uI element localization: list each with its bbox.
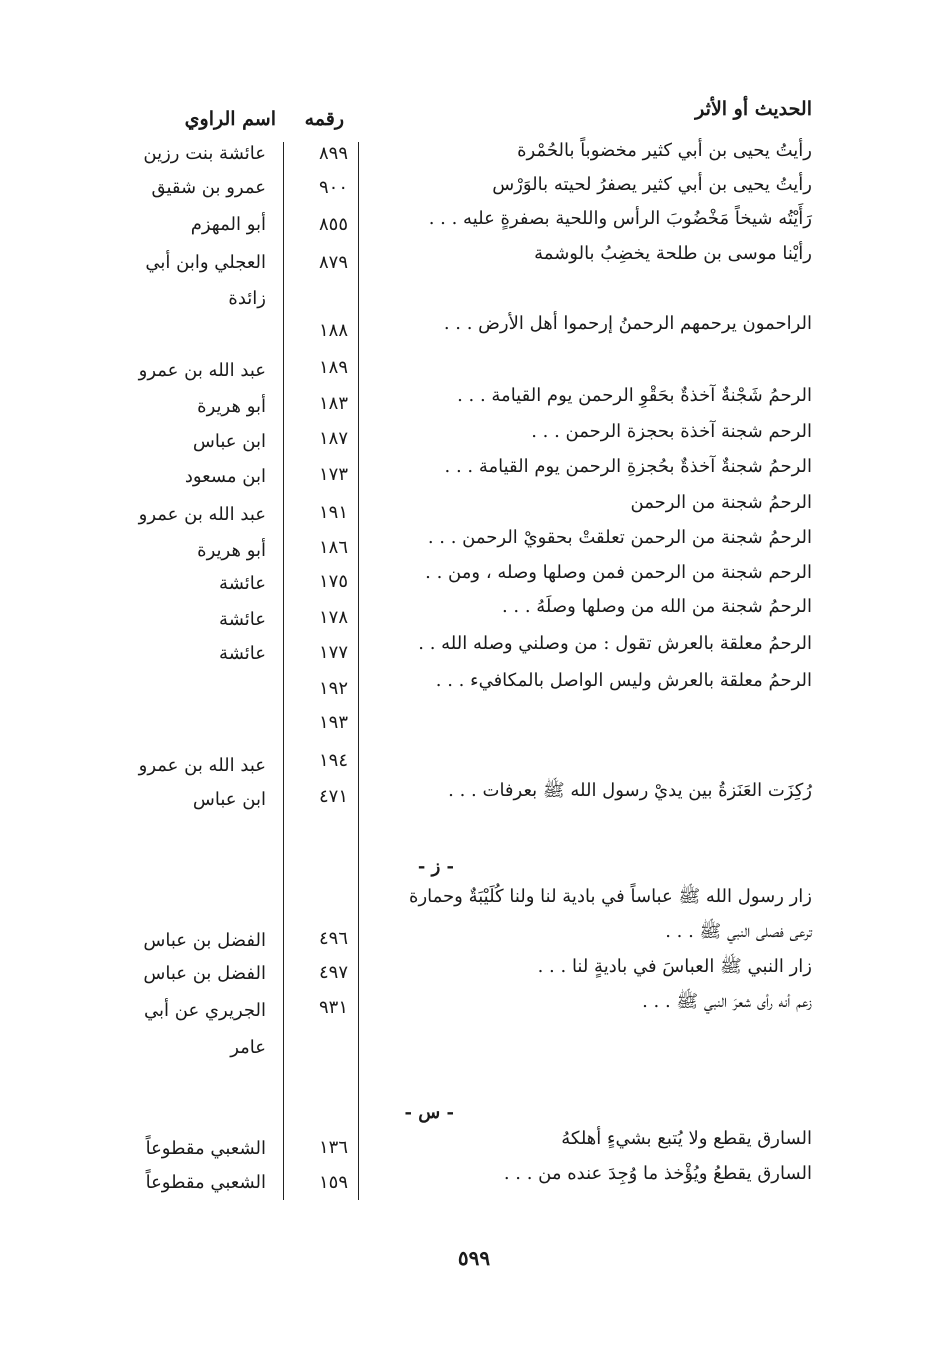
header-number: رقمه (304, 108, 344, 130)
hadith-number: ٨٧٩ (318, 252, 348, 273)
narrator-name: الجريري عن أبي (144, 1000, 266, 1021)
narrator-name: عائشة (219, 573, 266, 594)
hadith-number: ٤٧١ (318, 786, 348, 807)
hadith-text: الرحم شجنة آخذة بحجزة الرحمن . . . (531, 421, 812, 442)
hadith-number: ٩٠٠ (318, 177, 348, 198)
hadith-text: الرحمُ شجنة من الرحمن (630, 492, 812, 513)
column-divider-right (358, 142, 359, 1200)
narrator-name: عبد الله بن عمرو (138, 360, 266, 381)
hadith-text: الرحمُ معلقة بالعرش وليس الواصل بالمكافيء . . . (435, 670, 812, 691)
hadith-number: ١٥٩ (318, 1172, 348, 1193)
hadith-number: ٤٩٦ (318, 928, 348, 949)
narrator-name: عبد الله بن عمرو (138, 504, 266, 525)
hadith-text: السارق يقطع ولا يُتبع بشيءٍ أهلكهُ (561, 1128, 812, 1149)
hadith-number: ١٨٦ (318, 537, 348, 558)
hadith-number: ١٧٥ (318, 571, 348, 592)
hadith-number: ١٨٧ (318, 428, 348, 449)
hadith-text: السارق يقطعُ ويُؤْخذ ما وُجِدَ عنده من . . . (503, 1163, 812, 1184)
narrator-name: ابن مسعود (184, 466, 266, 487)
hadith-number: ٨٥٥ (318, 214, 348, 235)
hadith-number: ١٨٣ (318, 393, 348, 414)
narrator-name: العجلي وابن أبي (145, 252, 266, 273)
hadith-text: الرحمُ معلقة بالعرش تقول : من وصلني وصله الله . . (418, 633, 812, 654)
hadith-text: رأيْنا موسى بن طلحة يخضِبُ بالوشمة (534, 243, 812, 264)
narrator-name: عائشة (219, 609, 266, 630)
narrator-name: عمرو بن شقيق (151, 177, 266, 198)
narrator-name: الشعبي مقطوعاً (145, 1138, 266, 1159)
narrator-name: أبو هريرة (197, 396, 266, 417)
hadith-text: الرحمُ شَجْنةٌ آخذةٌ بحَقْوِ الرحمن يوم القيامة . . . (457, 385, 812, 406)
hadith-text: ترعى فصلى النبي ﷺ . . . (665, 921, 812, 942)
hadith-number: ١٧٧ (318, 642, 348, 663)
section-heading-sin: - س - (404, 1102, 454, 1123)
narrator-name: الفضل بن عباس (143, 930, 266, 951)
narrator-name: أبو هريرة (197, 540, 266, 561)
hadith-number: ١٧٨ (318, 607, 348, 628)
hadith-number: ١٣٦ (318, 1137, 348, 1158)
hadith-text: رَأَيْتُه شيخاً مَخْضُوبَ الرأس واللحية بصفرةٍ عليه . . . (428, 208, 812, 229)
hadith-text: الرحمُ شجنةٌ آخذةٌ بحُجزةِ الرحمن يوم القيامة . . . (444, 456, 812, 477)
page-number: ٥٩٩ (457, 1246, 491, 1270)
hadith-number: ١٩١ (318, 502, 348, 523)
column-divider-left (283, 142, 284, 1200)
narrator-name: عبد الله بن عمرو (138, 755, 266, 776)
hadith-text: الرحمُ شجنة من الرحمن تعلقتْ بحقويْ الرحمن . . . (427, 527, 812, 548)
narrator-name: عائشة (219, 643, 266, 664)
hadith-number: ٩٣١ (318, 997, 348, 1018)
hadith-number: ١٧٣ (318, 464, 348, 485)
hadith-text: الرحمُ شجنة من الله من وصلها وصلَهُ . . . (501, 596, 812, 617)
hadith-number: ٤٩٧ (318, 962, 348, 983)
header-hadith: الحديث أو الأثر (695, 98, 812, 120)
narrator-name: أبو المهزم (190, 214, 266, 235)
hadith-number: ١٨٨ (318, 320, 348, 341)
narrator-name: زائدة (228, 288, 266, 309)
section-heading-zay: - ز - (417, 856, 454, 877)
hadith-number: ١٩٤ (318, 750, 348, 771)
hadith-number: ١٨٩ (318, 357, 348, 378)
hadith-text: رُكِزَت العَنَزةُ بين يديْ رسول الله ﷺ بعرفات . . . (448, 780, 812, 801)
hadith-text: زار رسول الله ﷺ عباساً في بادية لنا ولنا كُلَيْبَةٌ وحمارة (409, 886, 812, 907)
hadith-number: ١٩٣ (318, 712, 348, 733)
hadith-text: زار النبي ﷺ العباسَ في باديةٍ لنا . . . (537, 956, 812, 977)
hadith-text: الرحم شجنة من الرحمن فمن وصلها وصله ، ومن . . (425, 562, 812, 583)
hadith-text: رأيتُ يحيى بن أبي كثير مخضوباً بالحُمْرة (517, 140, 812, 161)
hadith-number: ٨٩٩ (318, 143, 348, 164)
hadith-text: زعم أنه رأى شعرَ النبي ﷺ . . . (642, 991, 812, 1012)
hadith-text: رأيتُ يحيى بن أبي كثير يصفرُ لحيته بالوَرْس (492, 174, 812, 195)
narrator-name: ابن عباس (192, 789, 266, 810)
header-narrator: اسم الراوي (184, 108, 276, 130)
narrator-name: الفضل بن عباس (143, 963, 266, 984)
narrator-name: الشعبي مقطوعاً (145, 1172, 266, 1193)
narrator-name: عامر (230, 1037, 266, 1058)
hadith-text: الراحمون يرحمهم الرحمنُ إرحموا أهل الأرض . . . (443, 313, 812, 334)
hadith-number: ١٩٢ (318, 678, 348, 699)
narrator-name: ابن عباس (192, 431, 266, 452)
narrator-name: عائشة بنت رزين (143, 143, 266, 164)
